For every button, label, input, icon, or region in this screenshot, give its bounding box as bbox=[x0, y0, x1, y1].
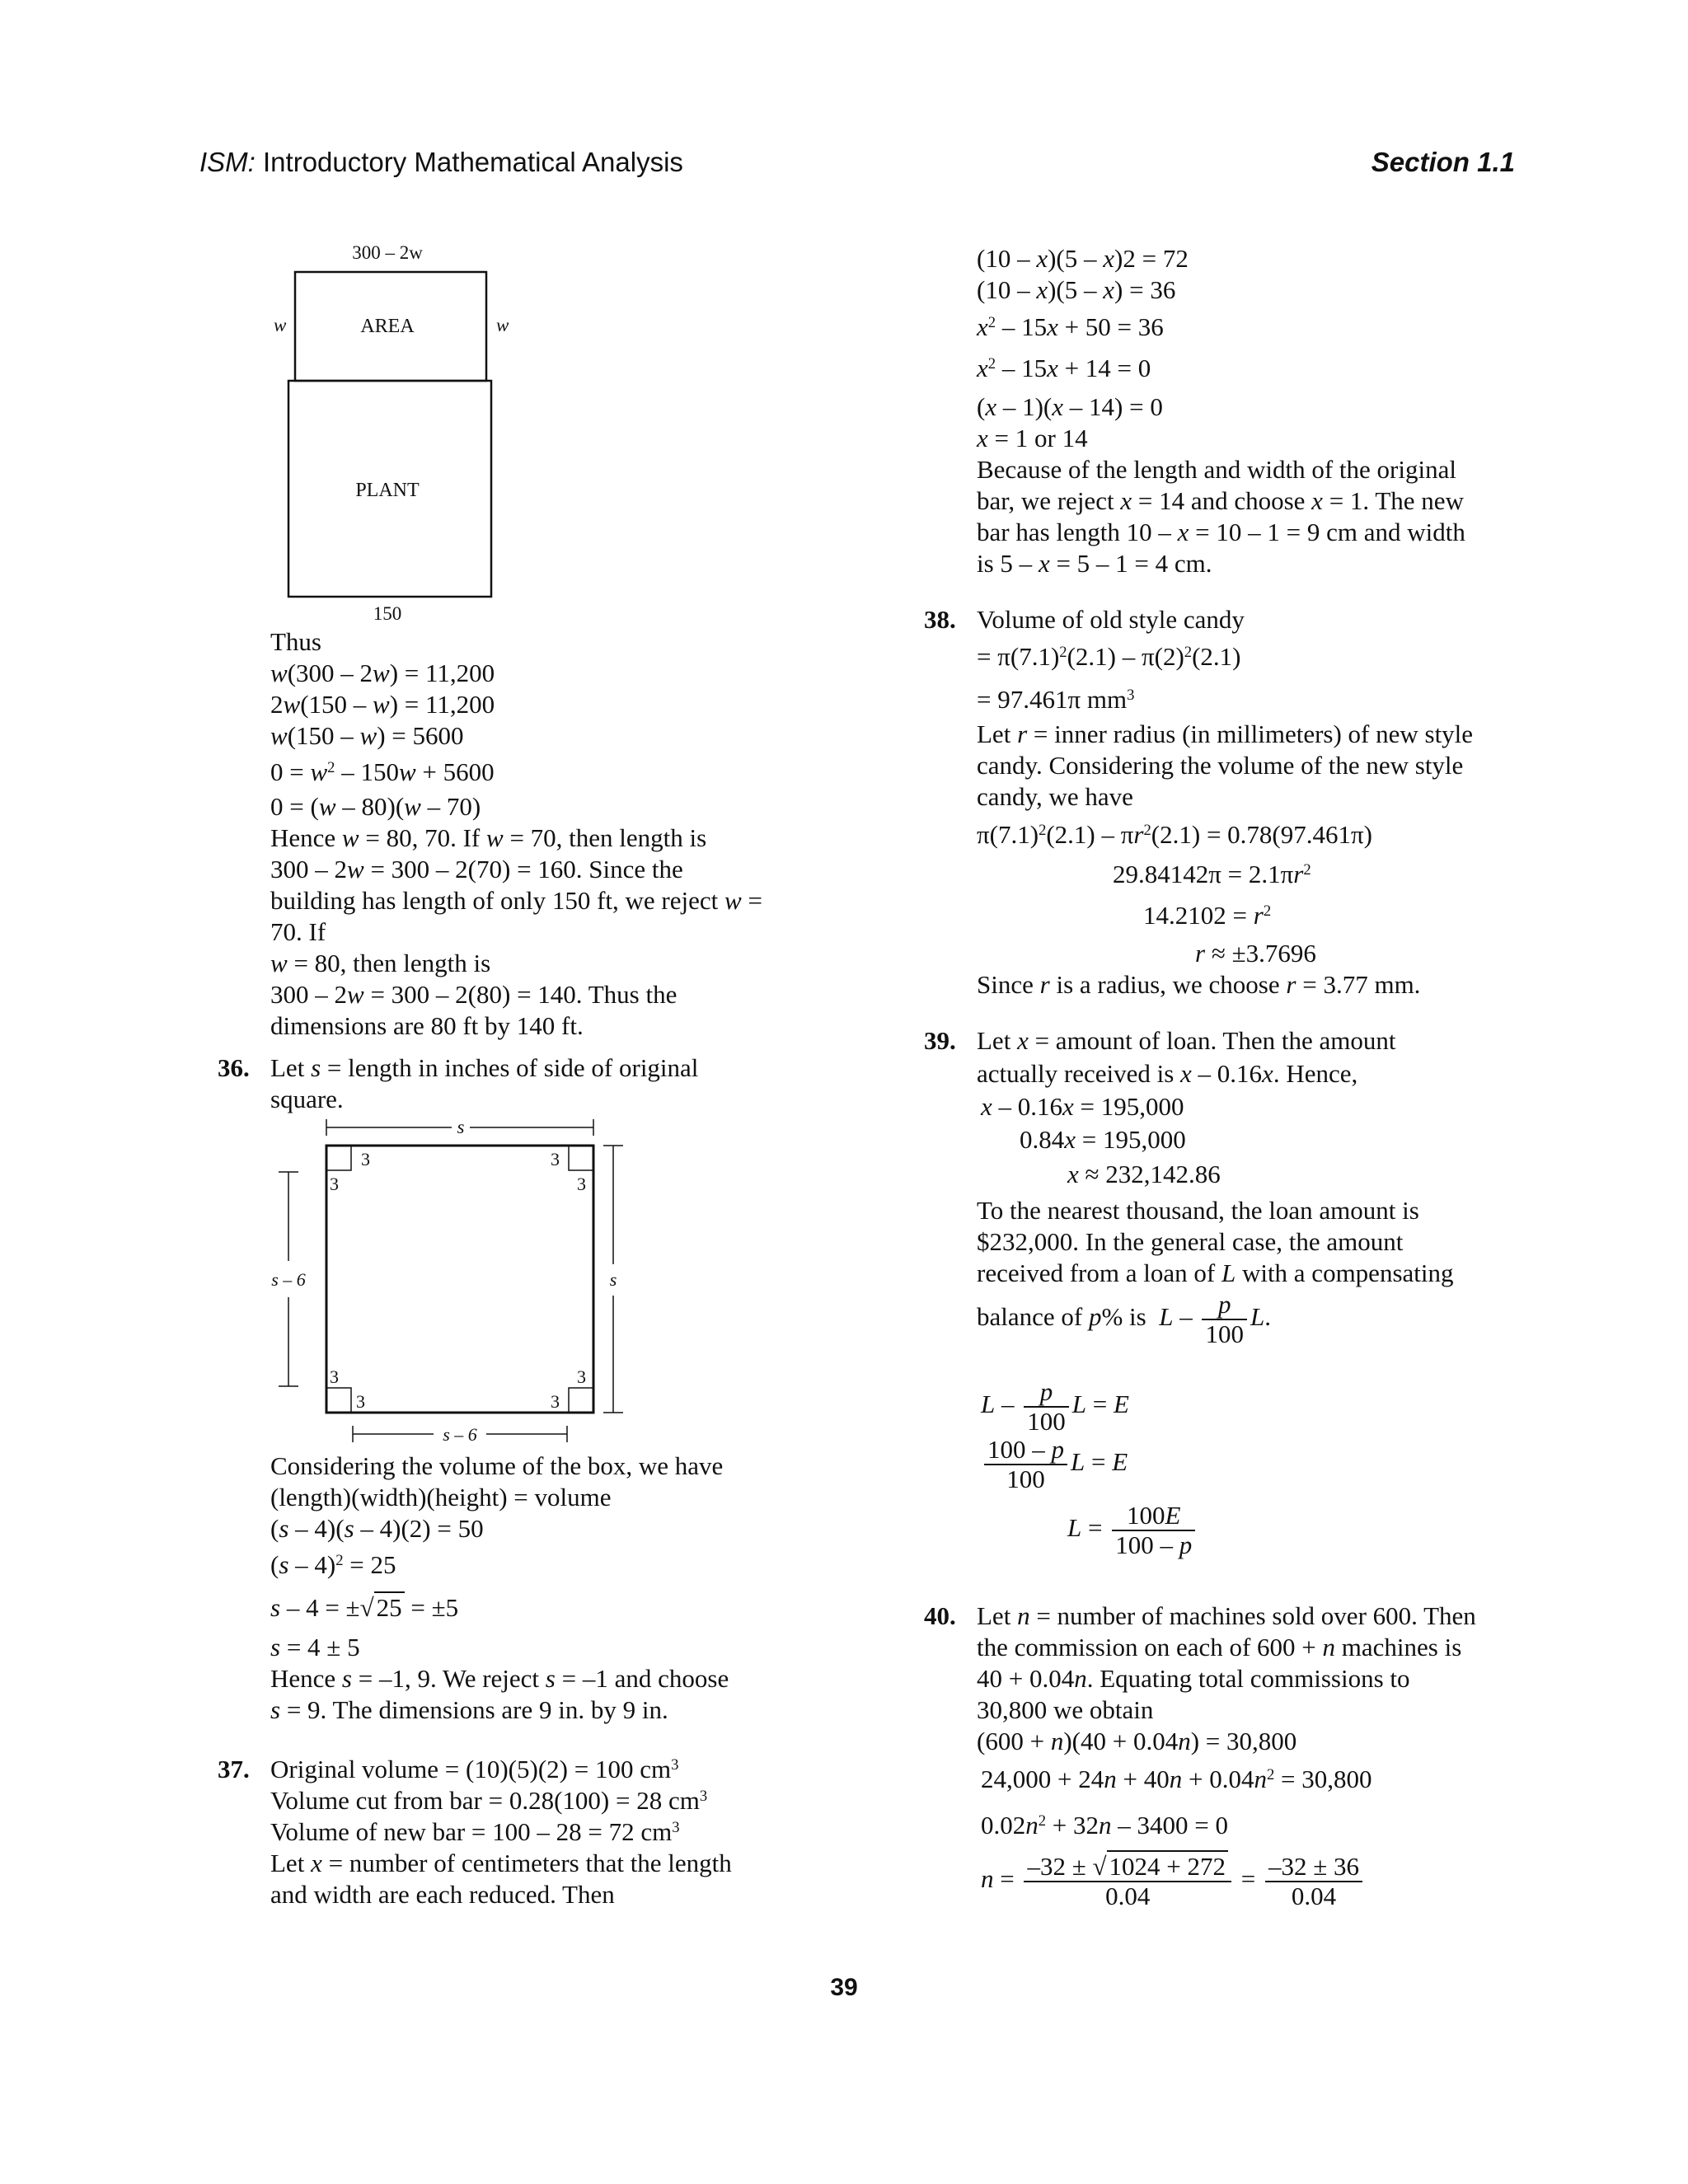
p37-line-3: Let x = number of centimeters that the length bbox=[270, 1849, 732, 1877]
plant-label: PLANT bbox=[355, 480, 420, 501]
p37-line-8: $x^2 - 15x + 14 = 0$ bbox=[977, 354, 1151, 382]
p35-line-12: dimensions are 80 ft by 140 ft. bbox=[270, 1011, 584, 1040]
p36-line-6: s – 4 = ±√25 = ±5 bbox=[270, 1593, 459, 1622]
problem-39-number: 39. bbox=[924, 1026, 956, 1055]
p37-line-5: (10 – x)(5 – x)2 = 72 bbox=[977, 244, 1189, 273]
plant-left-side: w bbox=[274, 315, 287, 335]
corner-label-br-side: 3 bbox=[577, 1366, 586, 1387]
p37-line-10: x = 1 or 14 bbox=[977, 424, 1088, 452]
p38-line-3: Let r = inner radius (in millimeters) of new style bbox=[977, 719, 1474, 748]
book-title: Introductory Mathematical Analysis bbox=[255, 147, 683, 177]
p39-line-8: balance of p% is L – $\frac{p}{100}$ L. bbox=[977, 1290, 1271, 1348]
p39-line-11: $\frac{100 - p}{100}$ L = E bbox=[981, 1436, 1128, 1493]
p35-line-10: w = 80, then length is bbox=[270, 949, 491, 977]
p40-line-4: (600 + n)(40 + 0.04n) = 30,800 bbox=[977, 1727, 1297, 1755]
plant-top-dim: 300 – 2w bbox=[352, 242, 423, 263]
p38-line-4: candy. Considering the volume of the new style bbox=[977, 751, 1464, 780]
problem-36-number: 36. bbox=[218, 1053, 250, 1082]
p40-line-7: n = $\frac{-32 \pm √1024 + 272}{0.04}$ = $\frac{-32 \pm 36}{0.04}$ bbox=[981, 1853, 1366, 1910]
p37-line-14: is 5 – x = 5 – 1 = 4 cm. bbox=[977, 549, 1212, 578]
problem-40-number: 40. bbox=[924, 1601, 956, 1630]
p40-line-1: the commission on each of 600 + n machines is bbox=[977, 1633, 1462, 1661]
corner-top-right bbox=[569, 1146, 593, 1170]
p40-line-5: $24,000 + 24n + 40n + 0.04n^2 = 30,800$ bbox=[981, 1765, 1372, 1793]
p37-line-2: Volume of new bar = 100 – 28 = 72 $cm^3$ bbox=[270, 1817, 680, 1846]
p39-line-6: $232,000. In the general case, the amount bbox=[977, 1227, 1404, 1256]
p38-line-1: = $\pi(7.1)^2(2.1) - \pi(2)^2(2.1)$ bbox=[977, 642, 1241, 671]
p39-line-12: L = $\frac{100E}{100 - p}$ bbox=[1067, 1502, 1198, 1559]
p36-line-2: Considering the volume of the box, we have bbox=[270, 1451, 724, 1480]
p39-line-5: To the nearest thousand, the loan amount is bbox=[977, 1196, 1419, 1225]
p38-line-0: Volume of old style candy bbox=[977, 605, 1245, 634]
corner-label-tl-top: 3 bbox=[361, 1149, 370, 1169]
page-number: 39 bbox=[830, 1974, 858, 2001]
p36-line-4: (s – 4)(s – 4)(2) = 50 bbox=[270, 1514, 484, 1543]
left-dim-label: s – 6 bbox=[271, 1269, 306, 1290]
corner-label-bl-side: 3 bbox=[330, 1366, 339, 1387]
corner-bottom-left bbox=[326, 1388, 351, 1413]
square-box-diagram bbox=[264, 1113, 643, 1451]
area-label: AREA bbox=[360, 316, 415, 337]
p37-line-6: (10 – x)(5 – x) = 36 bbox=[977, 275, 1176, 304]
running-header-title bbox=[199, 147, 683, 178]
corner-label-tr-side: 3 bbox=[577, 1174, 586, 1194]
p40-line-6: $0.02n^2 + 32n - 3400 = 0$ bbox=[981, 1811, 1229, 1840]
p35-line-8: building has length of only 150 ft, we reject w = bbox=[270, 886, 762, 915]
right-dim-label: s bbox=[609, 1269, 617, 1290]
p35-line-4: $0 = w^2 - 150w + 5600$ bbox=[270, 757, 495, 786]
problem-37-number: 37. bbox=[218, 1755, 250, 1783]
p40-line-0: Let n = number of machines sold over 600. Then bbox=[977, 1601, 1476, 1630]
p35-line-2: 2w(150 – w) = 11,200 bbox=[270, 690, 495, 719]
p35-line-7: 300 – 2w = 300 – 2(70) = 160. Since the bbox=[270, 855, 683, 883]
bottom-dim-label: s – 6 bbox=[443, 1424, 477, 1445]
p37-line-1: Volume cut from bar = 0.28(100) = 28 $cm^3$ bbox=[270, 1786, 708, 1815]
corner-label-br-bottom: 3 bbox=[551, 1391, 560, 1412]
p38-line-6: $\pi(7.1)^2(2.1) - \pi r^2(2.1) = 0.78(97.461\pi)$ bbox=[977, 820, 1372, 849]
problem-38-number: 38. bbox=[924, 605, 956, 634]
p36-line-9: s = 9. The dimensions are 9 in. by 9 in. bbox=[270, 1695, 668, 1724]
p35-line-11: 300 – 2w = 300 – 2(80) = 140. Thus the bbox=[270, 980, 678, 1009]
plant-area-diagram bbox=[264, 239, 528, 635]
corner-label-bl-bottom: 3 bbox=[356, 1391, 365, 1412]
p38-line-2: = 97.461π $mm^3$ bbox=[977, 685, 1135, 714]
p39-line-4: x ≈ 232,142.86 bbox=[1067, 1160, 1221, 1188]
top-dim-label: s bbox=[457, 1117, 465, 1137]
p39-line-7: received from a loan of L with a compensating bbox=[977, 1258, 1454, 1287]
p37-line-12: bar, we reject x = 14 and choose x = 1. The new bbox=[977, 486, 1464, 515]
p37-line-4: and width are each reduced. Then bbox=[270, 1880, 615, 1909]
corner-top-left bbox=[326, 1146, 351, 1170]
p36-line-1: square. bbox=[270, 1085, 344, 1113]
p37-line-0: Original volume = (10)(5)(2) = 100 $cm^3$ bbox=[270, 1755, 679, 1783]
p38-line-9: r ≈ ±3.7696 bbox=[1195, 939, 1316, 968]
corner-label-tl-side: 3 bbox=[330, 1174, 339, 1194]
p35-line-9: 70. If bbox=[270, 917, 326, 946]
p36-line-3: (length)(width)(height) = volume bbox=[270, 1483, 612, 1511]
section-label: Section 1.1 bbox=[1371, 147, 1515, 177]
p35-line-0: Thus bbox=[270, 627, 321, 656]
p36-line-0: Let s = length in inches of side of original bbox=[270, 1053, 699, 1082]
book-prefix: ISM: bbox=[199, 147, 256, 177]
corner-label-tr-top: 3 bbox=[551, 1149, 560, 1169]
p36-line-7: s = 4 ± 5 bbox=[270, 1633, 360, 1661]
p40-line-2: 40 + 0.04n. Equating total commissions to bbox=[977, 1664, 1410, 1693]
p35-line-1: w(300 – 2w) = 11,200 bbox=[270, 658, 495, 687]
plant-right-side: w bbox=[496, 315, 509, 335]
p36-line-8: Hence s = –1, 9. We reject s = –1 and choose bbox=[270, 1664, 729, 1693]
box-outline bbox=[326, 1146, 593, 1413]
p40-line-3: 30,800 we obtain bbox=[977, 1695, 1154, 1724]
p38-line-10: Since r is a radius, we choose r = 3.77 mm. bbox=[977, 970, 1421, 999]
p39-line-1: actually received is x – 0.16x. Hence, bbox=[977, 1059, 1358, 1088]
p35-line-6: Hence w = 80, 70. If w = 70, then length is bbox=[270, 823, 707, 852]
plant-bottom-dim: 150 bbox=[373, 603, 402, 624]
p37-line-11: Because of the length and width of the original bbox=[977, 455, 1456, 484]
p39-line-0: Let x = amount of loan. Then the amount bbox=[977, 1026, 1396, 1055]
p38-line-5: candy, we have bbox=[977, 782, 1133, 811]
p38-line-8: $14.2102 = r^2$ bbox=[1143, 901, 1272, 930]
corner-bottom-right bbox=[569, 1388, 593, 1413]
p39-line-2: x – 0.16x = 195,000 bbox=[981, 1092, 1184, 1121]
p39-line-3: 0.84x = 195,000 bbox=[1020, 1125, 1186, 1154]
p35-line-5: 0 = (w – 80)(w – 70) bbox=[270, 792, 481, 821]
p35-line-3: w(150 – w) = 5600 bbox=[270, 721, 464, 750]
p37-line-13: bar has length 10 – x = 10 – 1 = 9 cm and width bbox=[977, 518, 1465, 546]
p36-line-5: (s – 4)$^2$ = 25 bbox=[270, 1550, 396, 1579]
p38-line-7: $29.84142\pi = 2.1\pi r^2$ bbox=[1113, 860, 1311, 888]
p39-line-10: L – $\frac{p}{100}$ L = E bbox=[981, 1377, 1129, 1436]
p37-line-7: $x^2 - 15x + 50 = 36$ bbox=[977, 312, 1164, 341]
p37-line-9: (x – 1)(x – 14) = 0 bbox=[977, 392, 1163, 421]
